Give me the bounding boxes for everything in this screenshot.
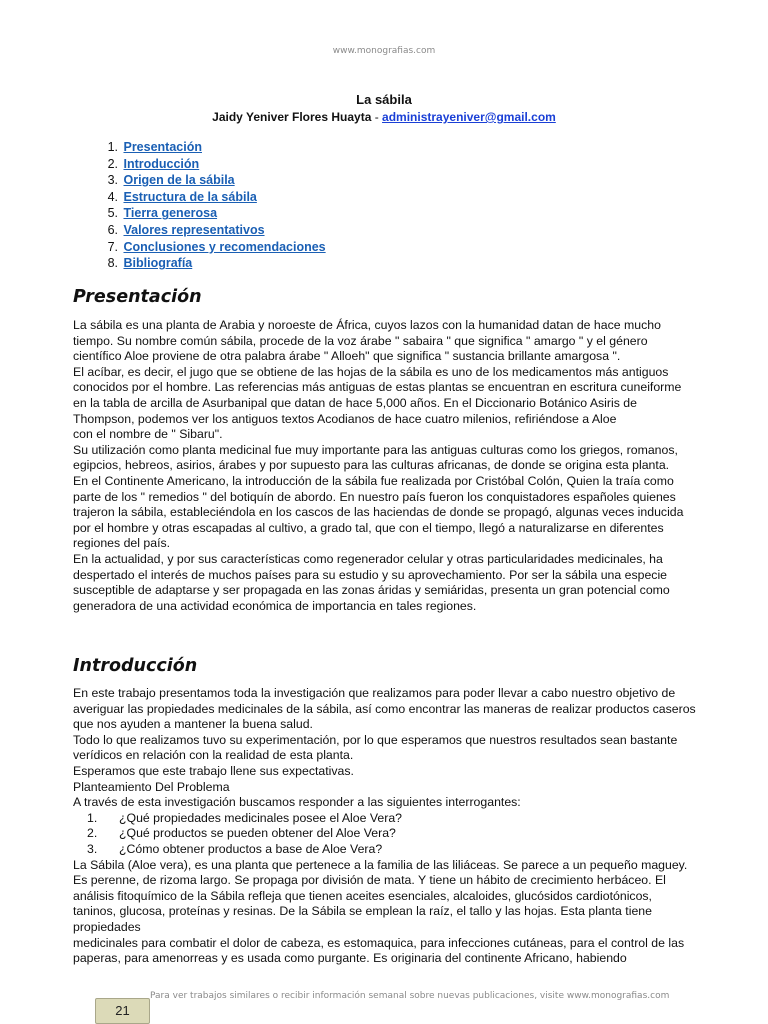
toc-number: 8. — [107, 256, 118, 271]
paragraph: En el Continente Americano, la introducción de la sábila fue realizada por Cristóbal Colón, Quien la traía como parte de los " remedios " del botiquín de abordo. En nuestro país fueron los conquistadores españoles quienes trajeron la sábila, estableciéndola en los cascos de las haciendas de donde se propagó, algunas veces inducida por el hombre y otras escapadas al cultivo, a grado tal, que con el tiempo, llegó a naturalizarse en diferentes regiones del país. — [73, 473, 684, 551]
document-author-line — [0, 110, 768, 124]
section-heading-presentacion: Presentación — [73, 287, 202, 307]
author-separator: - — [371, 110, 383, 124]
toc-item — [90, 239, 326, 256]
toc-link-origen[interactable]: Origen de la sábila — [123, 173, 235, 188]
paragraph: con el nombre de " Sibaru". — [73, 427, 223, 442]
author-email-link[interactable]: administrayeniver@gmail.com — [382, 110, 556, 124]
list-number: 3. — [87, 841, 98, 856]
paragraph: Esperamos que este trabajo llene sus expectativas. — [73, 763, 354, 778]
document-title: La sábila — [356, 92, 412, 107]
paragraph: Planteamiento Del Problema — [73, 779, 230, 794]
list-item — [73, 826, 697, 842]
paragraph: En este trabajo presentamos toda la investigación que realizamos para poder llevar a cabo nuestro objetivo de averiguar las propiedades medicinales de la sábila, así como encontrar las maneras de realizar productos caseros que nos ayuden a mantener la buena salud. — [73, 686, 696, 732]
toc-item — [90, 189, 326, 206]
paragraph: La sábila es una planta de Arabia y noroeste de África, cuyos lazos con la humanidad datan de hace mucho tiempo. Su nombre común sábila, procede de la voz árabe " sabaira " que significa " amargo " y el género científico Aloe proviene de otra palabra árabe " Alloeh" que significa " sustancia brillante amargosa ". — [73, 318, 661, 364]
question-list — [73, 811, 697, 858]
table-of-contents — [90, 139, 326, 272]
list-item — [73, 811, 697, 827]
paragraph: Todo lo que realizamos tuvo su experimentación, por lo que esperamos que nuestros resultados sean bastante verídicos en relación con la realidad de esta planta. — [73, 732, 678, 763]
toc-link-introduccion[interactable]: Introducción — [123, 156, 200, 171]
toc-item — [90, 156, 326, 173]
list-text: ¿Cómo obtener productos a base de Aloe Vera? — [119, 841, 383, 856]
paragraph: medicinales para combatir el dolor de cabeza, es estomaquica, para infecciones cutáneas, para el control de las paperas, para amenorreas y es usada como purgante. Es originaria del continente Africano, habiendo — [73, 935, 685, 966]
paragraph: A través de esta investigación buscamos responder a las siguientes interrogantes: — [73, 795, 521, 810]
toc-number: 3. — [107, 173, 118, 188]
author-name: Jaidy Yeniver Flores Huayta — [212, 110, 372, 124]
footer-note: Para ver trabajos similares o recibir información semanal sobre nuevas publicaciones, visite www.monografias.com — [150, 991, 670, 1001]
toc-number: 2. — [107, 156, 118, 171]
toc-link-conclusiones[interactable]: Conclusiones y recomendaciones — [123, 239, 326, 254]
toc-link-estructura[interactable]: Estructura de la sábila — [123, 189, 257, 204]
list-number: 2. — [87, 826, 98, 841]
toc-number: 1. — [107, 140, 118, 154]
introduccion-body — [73, 686, 697, 967]
toc-item — [90, 172, 326, 189]
toc-number: 5. — [107, 206, 118, 221]
list-item — [73, 842, 697, 858]
toc-item — [90, 139, 326, 156]
paragraph: La Sábila (Aloe vera), es una planta que pertenece a la familia de las liliáceas. Se parece a un pequeño maguey. Es perenne, de rizoma largo. Se propaga por división de mata. Y tiene un hábito de crecimiento herbáceo. El análisis fitoquímico de la Sábila refleja que tienen aceites esenciales, alcaloides, glucósidos cardiotónicos, taninos, glucosa, proteínas y resinas. De la Sábila se emplean la raíz, el tallo y las hojas. Esta planta tiene propiedades — [73, 857, 688, 934]
section-heading-introduccion: Introducción — [73, 656, 198, 676]
toc-item — [90, 222, 326, 239]
toc-link-tierra[interactable]: Tierra generosa — [123, 206, 218, 221]
paragraph: En la actualidad, y por sus características como regenerador celular y otras particularidades medicinales, ha despertado el interés de muchos países para su estudio y su aprovechamiento. Por ser la sábila una especie susceptible de adaptarse y ser propagada en las zonas áridas y semiáridas, presenta un gran potencial como generadora de una actividad económica de importancia en tales regiones. — [73, 551, 670, 613]
toc-link-bibliografia[interactable]: Bibliografía — [123, 256, 193, 271]
page-number-badge: 21 — [95, 998, 150, 1024]
toc-link-presentacion[interactable]: Presentación — [123, 140, 202, 154]
toc-item — [90, 205, 326, 222]
list-text: ¿Qué productos se pueden obtener del Aloe Vera? — [119, 826, 396, 841]
paragraph: El acíbar, es decir, el jugo que se obtiene de las hojas de la sábila es uno de los medicamentos más antiguos conocidos por el hombre. Las referencias más antiguas de estas plantas se encuentran en escritura cuneiforme en la tabla de arcilla de Asurbanipal que datan de hace 5,000 años. En el Diccionario Botánico Asiris de Thompson, podemos ver los antiguos textos Acodianos de hace cuatro milenios, refiriéndose a Aloe — [73, 364, 682, 426]
toc-number: 4. — [107, 189, 118, 204]
toc-number: 7. — [107, 239, 118, 254]
toc-link-valores[interactable]: Valores representativos — [123, 222, 265, 237]
list-text: ¿Qué propiedades medicinales posee el Aloe Vera? — [119, 810, 403, 825]
toc-number: 6. — [107, 222, 118, 237]
paragraph: Su utilización como planta medicinal fue muy importante para las antiguas culturas como los griegos, romanos, egipcios, hebreos, asirios, árabes y por supuesto para las culturas africanas, de donde se origina esta planta. — [73, 442, 678, 473]
toc-item — [90, 255, 326, 272]
list-number: 1. — [87, 810, 98, 825]
site-header: www.monografias.com — [332, 46, 436, 56]
presentacion-body — [73, 318, 697, 614]
